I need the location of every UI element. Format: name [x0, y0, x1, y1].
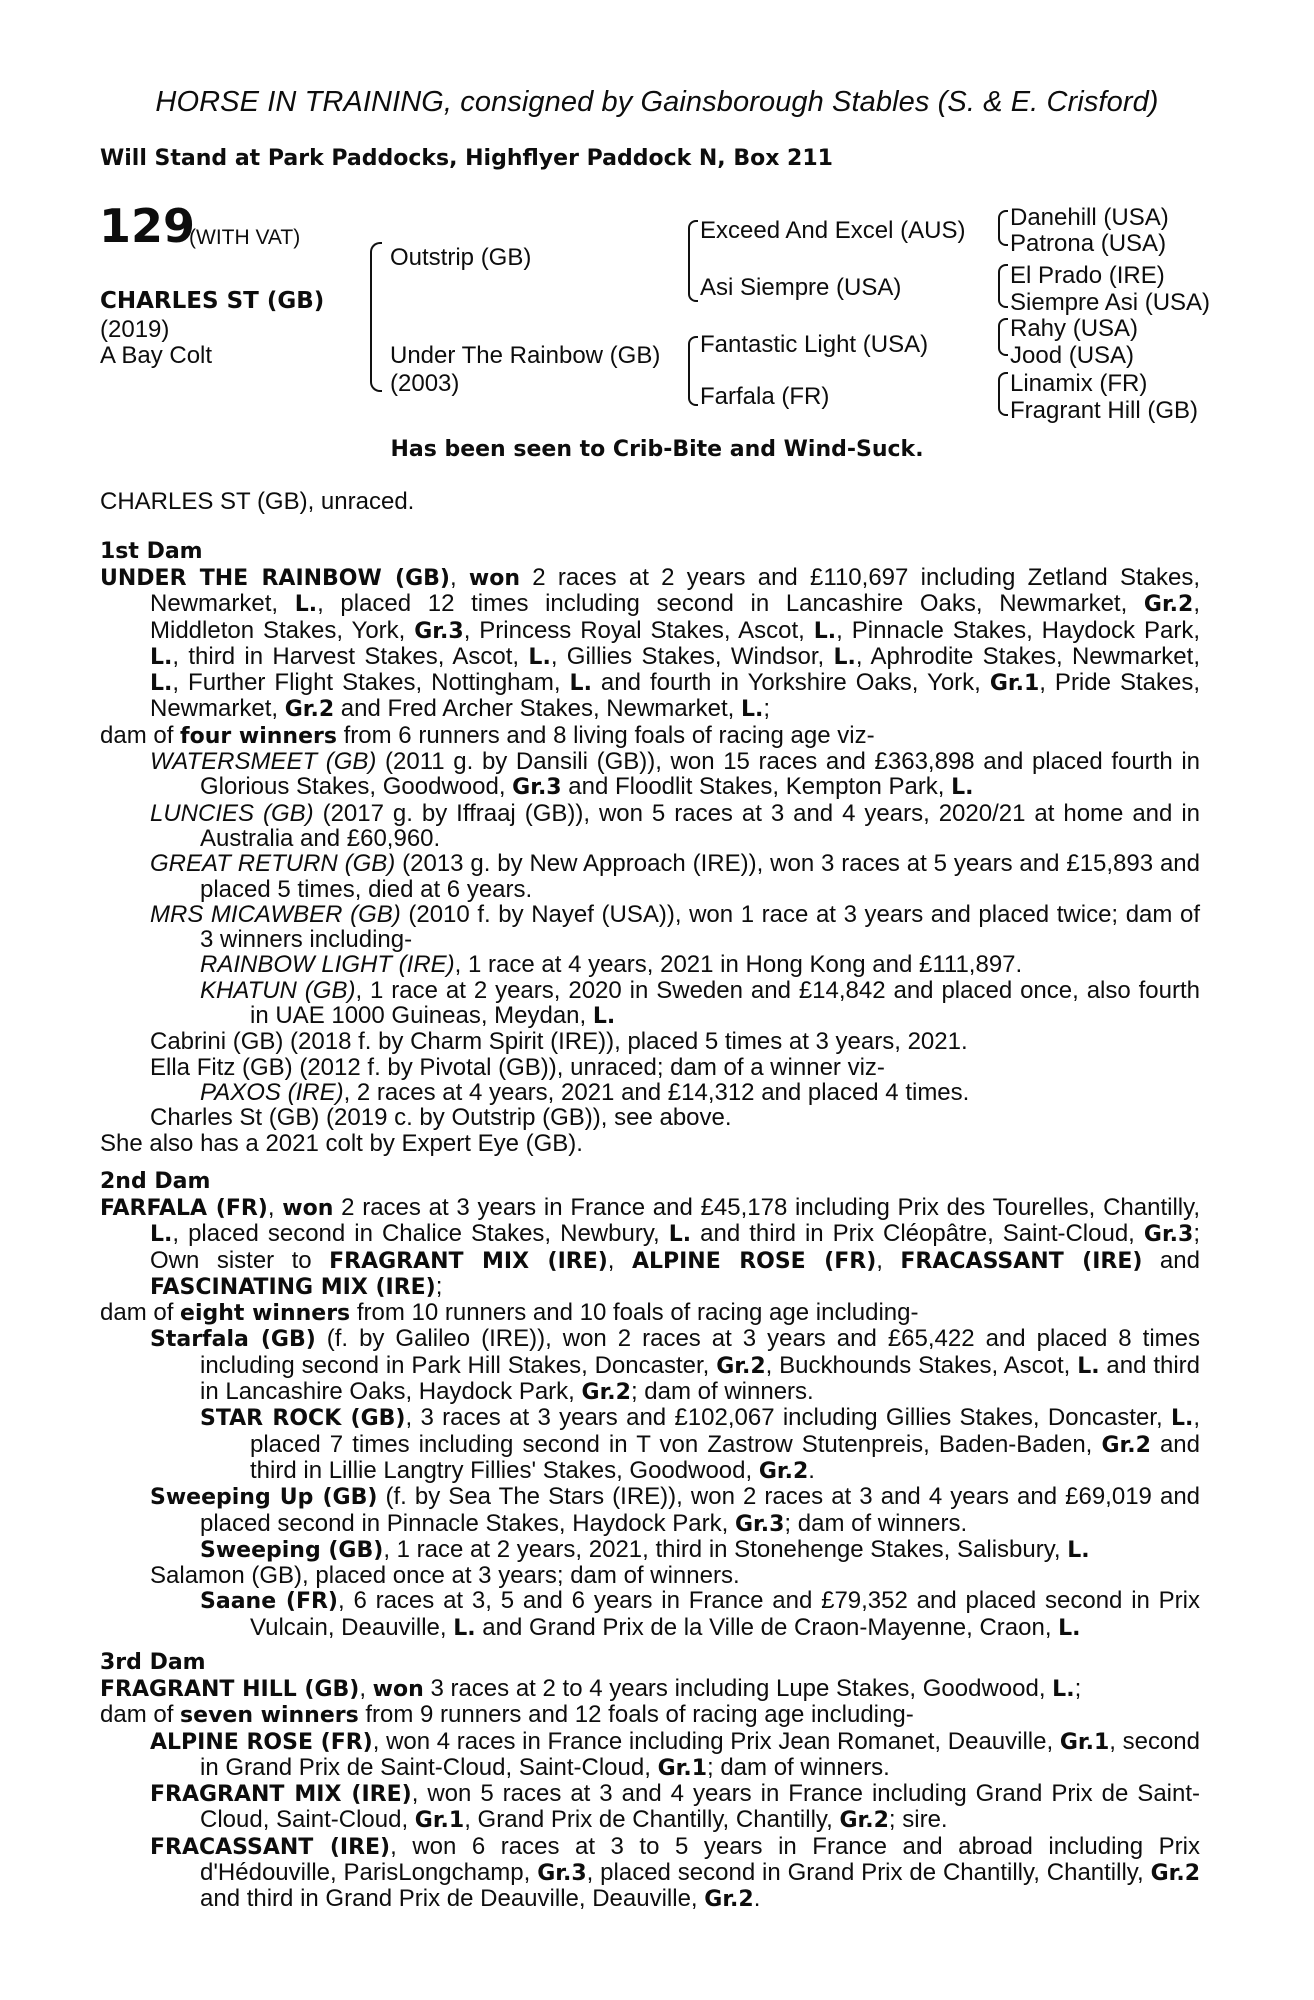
horse-name: CHARLES ST (GB): [100, 288, 325, 314]
produce-entry: ALPINE ROSE (FR), won 4 races in France including Prix Jean Romanet, Deauville, Gr.1, second in Grand Prix de Saint-Cloud, Saint-Cloud, Gr.1; dam of winners.: [150, 1727, 1200, 1781]
pedigree-sire: Outstrip (GB): [390, 244, 532, 271]
produce-entry: Charles St (GB) (2019 c. by Outstrip (GB)), see above.: [150, 1104, 732, 1132]
produce-entry: STAR ROCK (GB), 3 races at 3 years and £102,067 including Gillies Stakes, Doncaster, L., placed 7 times including second in T von Zastrow Stutenpreis, Baden-Baden, Gr.2 and third in Lillie Langtry Fillies' Stakes, Goodwood, Gr.2.: [200, 1404, 1200, 1484]
pedigree-dam-sire: Fantastic Light (USA): [700, 331, 929, 358]
pedigree-g3: Linamix (FR): [1010, 370, 1148, 397]
produce-entry: Saane (FR), 6 races at 3, 5 and 6 years in France and £79,352 and placed second in Prix Vulcain, Deauville, L. and Grand Prix de la Ville de Craon-Mayenne, Craon, L.: [200, 1587, 1200, 1641]
pedigree-brace: [370, 242, 382, 392]
dam-paragraph: UNDER THE RAINBOW (GB), won 2 races at 2 years and £110,697 including Zetland Stakes, Newmarket, L., placed 12 times including second in Lancashire Oaks, Newmarket, Gr.2, Middleton Stakes, York, Gr.3, Princess Royal Stakes, Ascot, L., Pinnacle Stakes, Haydock Park, L., third in Harvest Stakes, Ascot, L., Gillies Stakes, Windsor, L., Aphrodite Stakes, Newmarket, L., Further Flight Stakes, Nottingham, L. and fourth in Yorkshire Oaks, York, Gr.1, Pride Stakes, Newmarket, Gr.2 and Fred Archer Stakes, Newmarket, L.;: [100, 564, 1201, 723]
pedigree-dam-dam: Farfala (FR): [700, 383, 830, 410]
section-title: 3rd Dam: [100, 1650, 206, 1675]
produce-entry: LUNCIES (GB) (2017 g. by Iffraaj (GB)), won 5 races at 3 and 4 years, 2020/21 at home and in Australia and £60,960.: [150, 799, 1200, 852]
produce-summary: dam of seven winners from 9 runners and 12 foals of racing age including-: [100, 1701, 914, 1729]
produce-summary: dam of eight winners from 10 runners and 10 foals of racing age including-: [100, 1299, 919, 1327]
pedigree-g3: Siempre Asi (USA): [1010, 289, 1211, 316]
produce-entry: Sweeping Up (GB) (f. by Sea The Stars (IRE)), won 2 races at 3 and 4 years and £69,019 and placed second in Pinnacle Stakes, Haydock Park, Gr.3; dam of winners.: [150, 1483, 1201, 1537]
dam-paragraph: FARFALA (FR), won 2 races at 3 years in France and £45,178 including Prix des Tourelles, Chantilly, L., placed second in Chalice Stakes, Newbury, L. and third in Prix Cléopâtre, Saint-Cloud, Gr.3; Own sister to FRAGRANT MIX (IRE), ALPINE ROSE (FR), FRACASSANT (IRE) and FASCINATING MIX (IRE);: [100, 1194, 1200, 1300]
pedigree-brace: [998, 372, 1008, 416]
produce-entry: RAINBOW LIGHT (IRE), 1 race at 4 years, 2021 in Hong Kong and £111,897.: [200, 951, 1023, 979]
produce-entry: Ella Fitz (GB) (2012 f. by Pivotal (GB)), unraced; dam of a winner viz-: [150, 1053, 885, 1081]
produce-summary: dam of four winners from 6 runners and 8 living foals of racing age viz-: [100, 721, 875, 749]
pedigree-g3: Fragrant Hill (GB): [1010, 397, 1199, 424]
produce-note: She also has a 2021 colt by Expert Eye (GB).: [100, 1129, 583, 1157]
pedigree-sire-sire: Exceed And Excel (AUS): [700, 217, 966, 244]
pedigree-g3: Patrona (USA): [1010, 230, 1167, 257]
horse-year: (2019): [100, 316, 170, 343]
page-title: HORSE IN TRAINING, consigned by Gainsborough Stables (S. & E. Crisford): [155, 86, 1159, 118]
dam-paragraph: FRAGRANT HILL (GB), won 3 races at 2 to 4 years including Lupe Stakes, Goodwood, L.;: [100, 1675, 1082, 1702]
pedigree-sire-dam: Asi Siempre (USA): [700, 274, 902, 301]
pedigree-g3: Danehill (USA): [1010, 204, 1169, 231]
pedigree-g3: Rahy (USA): [1010, 315, 1139, 342]
stand-location: Will Stand at Park Paddocks, Highflyer Paddock N, Box 211: [100, 146, 833, 171]
produce-entry: GREAT RETURN (GB) (2013 g. by New Approach (IRE)), won 3 races at 5 years and £15,893 and placed 5 times, died at 6 years.: [150, 850, 1201, 903]
pedigree-brace: [688, 336, 698, 406]
first-dam-section: [100, 539, 1200, 1156]
produce-entry: Salamon (GB), placed once at 3 years; dam of winners.: [150, 1562, 740, 1590]
pedigree-brace: [998, 264, 1008, 308]
section-title: 2nd Dam: [100, 1169, 211, 1194]
produce-entry: MRS MICAWBER (GB) (2010 f. by Nayef (USA)), won 1 race at 3 years and placed twice; dam of 3 winners including-: [150, 900, 1200, 954]
produce-entry: KHATUN (GB), 1 race at 2 years, 2020 in Sweden and £14,842 and placed once, also fourth in UAE 1000 Guineas, Meydan, L.: [200, 976, 1201, 1030]
pedigree-brace: [688, 220, 698, 302]
horse-description: A Bay Colt: [100, 342, 213, 369]
vat-note: (WITH VAT): [189, 226, 301, 249]
produce-entry: FRACASSANT (IRE), won 6 races at 3 to 5 years in France and abroad including Prix d'Hédouville, ParisLongchamp, Gr.3, placed second in Grand Prix de Chantilly, Chantilly, Gr.2 and third in Grand Prix de Deauville, Deauville, Gr.2.: [150, 1832, 1200, 1913]
third-dam-section: [100, 1650, 1200, 1913]
pedigree-g3: Jood (USA): [1010, 342, 1135, 369]
produce-entry: WATERSMEET (GB) (2011 g. by Dansili (GB)), won 15 races and £363,898 and placed fourth in Glorious Stakes, Goodwood, Gr.3 and Floodlit Stakes, Kempton Park, L.: [150, 748, 1201, 801]
produce-entry: PAXOS (IRE), 2 races at 4 years, 2021 and £14,312 and placed 4 times.: [200, 1078, 970, 1106]
second-dam-section: [100, 1169, 1200, 1641]
pedigree-g3: El Prado (IRE): [1010, 262, 1165, 289]
produce-entry: Sweeping (GB), 1 race at 2 years, 2021, third in Stonehenge Stakes, Salisbury, L.: [200, 1535, 1090, 1563]
section-title: 1st Dam: [100, 539, 203, 564]
race-record: CHARLES ST (GB), unraced.: [100, 488, 415, 515]
pedigree-brace: [998, 318, 1008, 356]
pedigree-dam-year: (2003): [390, 370, 460, 397]
lot-number: 129: [99, 199, 196, 253]
produce-entry: FRAGRANT MIX (IRE), won 5 races at 3 and 4 years in France including Grand Prix de Saint-Cloud, Saint-Cloud, Gr.1, Grand Prix de Chantilly, Chantilly, Gr.2; sire.: [150, 1780, 1201, 1834]
pedigree-dam: Under The Rainbow (GB): [390, 342, 661, 369]
vice-warning: Has been seen to Crib-Bite and Wind-Suck.: [390, 437, 924, 462]
produce-entry: Cabrini (GB) (2018 f. by Charm Spirit (IRE)), placed 5 times at 3 years, 2021.: [150, 1028, 968, 1056]
produce-entry: Starfala (GB) (f. by Galileo (IRE)), won 2 races at 3 years and £65,422 and placed 8 times including second in Park Hill Stakes, Doncaster, Gr.2, Buckhounds Stakes, Ascot, L. and third in Lancashire Oaks, Haydock Park, Gr.2; dam of winners.: [150, 1325, 1201, 1406]
pedigree-brace: [998, 210, 1008, 246]
